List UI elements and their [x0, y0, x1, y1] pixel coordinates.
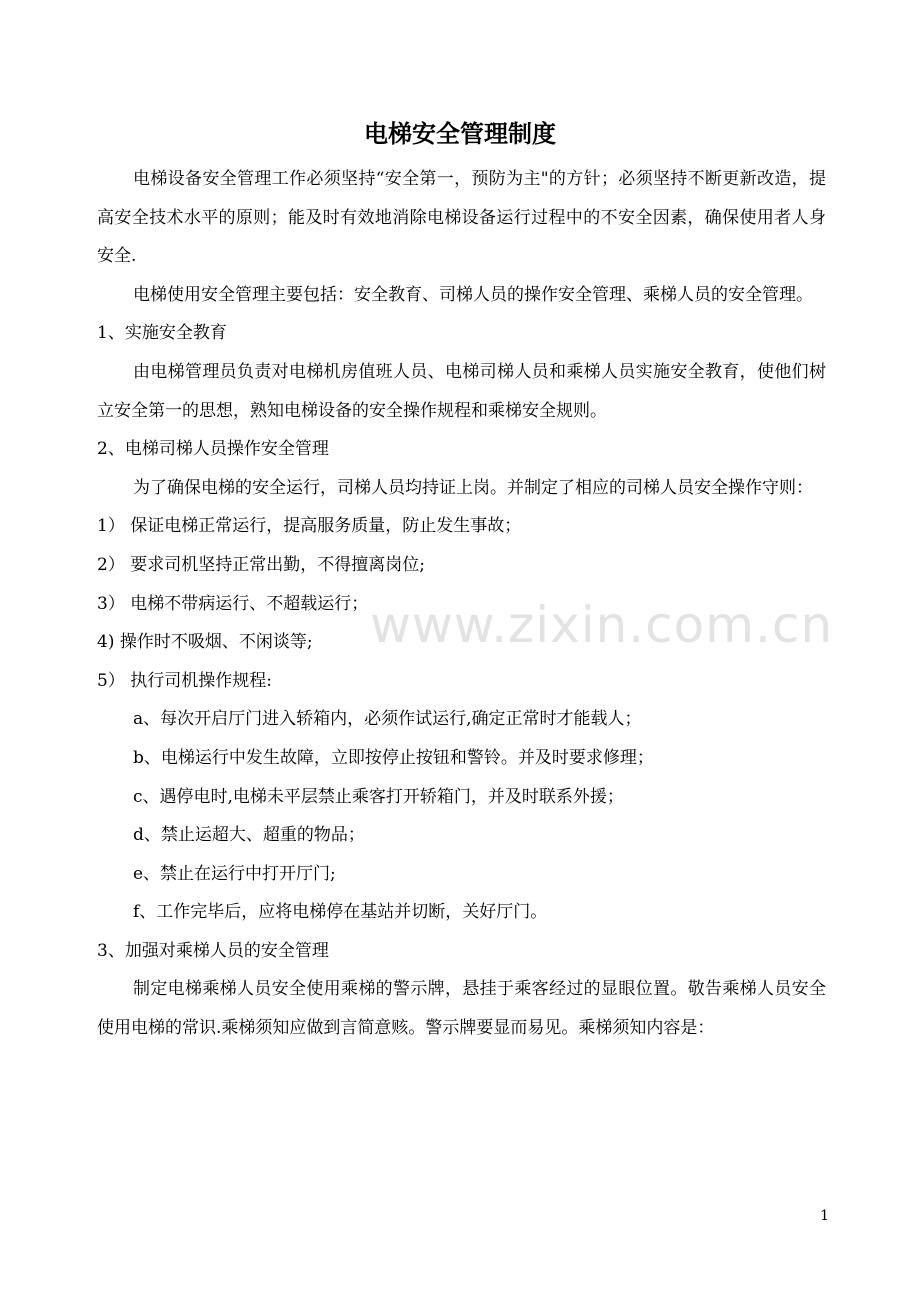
sub-item-c: c、遇停电时,电梯未平层禁止乘客打开轿箱门，并及时联系外援；	[133, 786, 624, 807]
sub-item-a: a、每次开启厅门进入轿箱内，必须作试运行,确定正常时才能载人；	[133, 709, 642, 730]
rule-item-3: 3） 电梯不带病运行、不超载运行；	[97, 593, 369, 614]
document-title: 电梯安全管理制度	[364, 120, 556, 148]
sub-item-e: e、禁止在运行中打开厅门;	[133, 863, 336, 884]
sub-item-b: b、电梯运行中发生故障，立即按停止按钮和警铃。并及时要求修理；	[133, 747, 654, 768]
sub-item-f: f、工作完毕后，应将电梯停在基站并切断，关好厅门。	[133, 902, 548, 923]
watermark: www.zixin.com.cn	[370, 596, 834, 654]
section-heading-2: 2、电梯司梯人员操作安全管理	[97, 439, 329, 460]
scope-paragraph: 电梯使用安全管理主要包括：安全教育、司梯人员的操作安全管理、乘梯人员的安全管理。	[133, 284, 813, 305]
section-3-paragraph: 制定电梯乘梯人员安全使用乘梯的警示牌，悬挂于乘客经过的显眼位置。敬告乘梯人员安全使用电梯的常识.乘梯须知应做到言简意赅。警示牌要显而易见。乘梯须知内容是：	[97, 979, 826, 1039]
rule-item-4: 4) 操作时不吸烟、不闲谈等;	[97, 632, 313, 653]
rule-item-1: 1） 保证电梯正常运行，提高服务质量，防止发生事故；	[97, 516, 522, 537]
section-heading-3: 3、加强对乘梯人员的安全管理	[97, 940, 329, 961]
document-body	[97, 160, 826, 1048]
section-heading-1: 1、实施安全教育	[97, 323, 227, 344]
intro-paragraph: 电梯设备安全管理工作必须坚持“安全第一，预防为主"的方针；必须坚持不断更新改造，提高安全技术水平的原则；能及时有效地消除电梯设备运行过程中的不安全因素，确保使用者人身安全.	[97, 169, 826, 267]
section-1-paragraph: 由电梯管理员负责对电梯机房值班人员、电梯司梯人员和乘梯人员实施安全教育，使他们树立安全第一的思想，熟知电梯设备的安全操作规程和乘梯安全规则。	[97, 361, 826, 421]
rule-item-5: 5） 执行司机操作规程:	[97, 670, 272, 691]
section-2-paragraph: 为了确保电梯的安全运行，司梯人员均持证上岗。并制定了相应的司梯人员安全操作守则：	[133, 477, 813, 498]
sub-item-d: d、禁止运超大、超重的物品；	[133, 825, 365, 846]
page-number: 1	[820, 1208, 829, 1224]
rule-item-2: 2） 要求司机坚持正常出勤，不得擅离岗位;	[97, 554, 425, 575]
